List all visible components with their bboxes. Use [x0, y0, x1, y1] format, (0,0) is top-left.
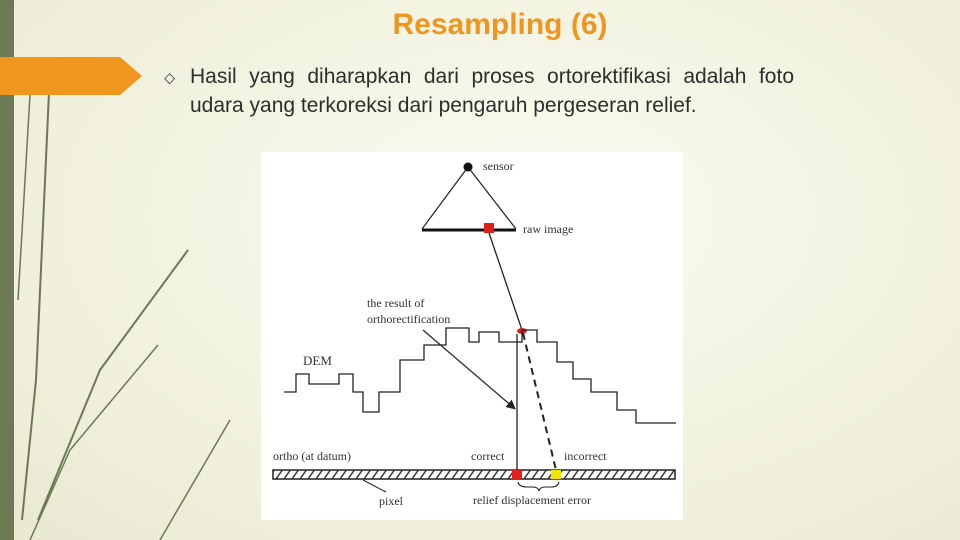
- result-label-line2: orthorectification: [367, 312, 451, 326]
- raw-image-pixel-marker: [484, 223, 494, 233]
- orthorectification-diagram: [261, 152, 683, 520]
- result-label-line1: the result of: [367, 296, 425, 310]
- ortho-label: ortho (at datum): [273, 449, 351, 463]
- correct-label: correct: [471, 449, 505, 463]
- raw-image-label: raw image: [523, 222, 574, 236]
- correct-pixel-marker: [512, 470, 522, 479]
- relief-error-label: relief displacement error: [473, 493, 591, 507]
- pixel-pointer: [363, 480, 386, 492]
- sensor-point: [464, 163, 473, 172]
- sensor-cone: [422, 167, 516, 229]
- incorrect-label: incorrect: [564, 449, 607, 463]
- incorrect-projection-line: [523, 333, 556, 470]
- incorrect-pixel-marker: [551, 470, 561, 479]
- slide-title: Resampling (6): [392, 8, 608, 41]
- bullet-text: Hasil yang diharapkan dari proses ortorektifikasi adalah foto udara yang terkoreksi dari pengaruh pergeseran relief.: [190, 65, 794, 117]
- dem-profile: [284, 328, 676, 423]
- sensor-label: sensor: [483, 159, 514, 173]
- relief-error-brace: [518, 482, 559, 491]
- pixel-label: pixel: [379, 494, 403, 508]
- dem-label: DEM: [303, 353, 332, 368]
- diamond-arrow-icon: ⬦: [164, 68, 176, 87]
- ortho-datum-bar: [273, 470, 675, 479]
- projection-ray: [489, 233, 522, 330]
- bullet-item: [164, 62, 794, 120]
